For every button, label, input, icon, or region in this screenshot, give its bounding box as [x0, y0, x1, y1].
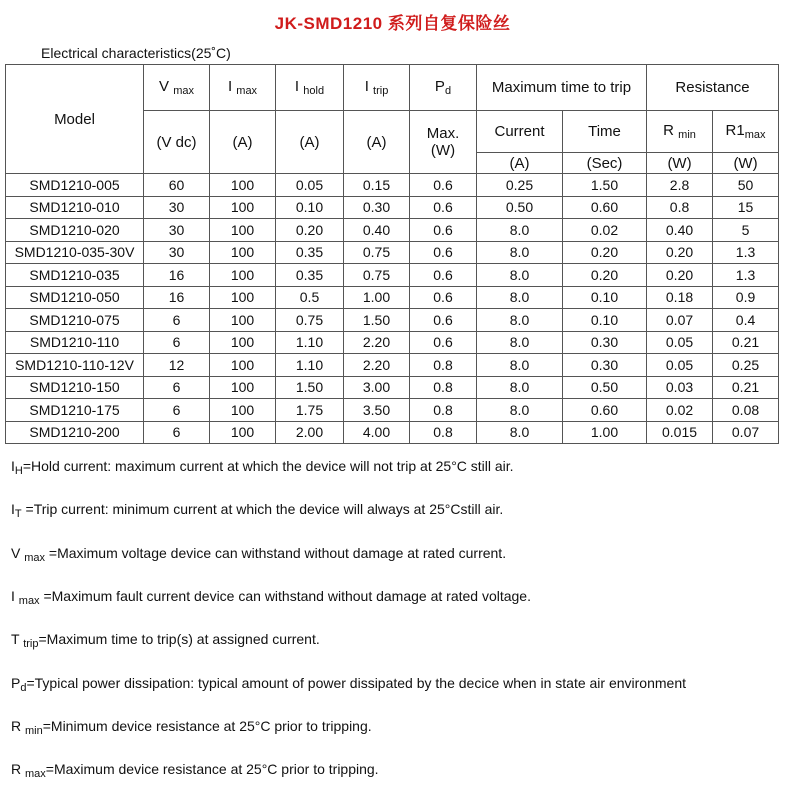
- value-cell: 6: [144, 376, 210, 399]
- unit-pd: Max. (W): [410, 111, 477, 174]
- value-cell: 0.6: [410, 264, 477, 287]
- value-cell: 30: [144, 241, 210, 264]
- value-cell: 0.6: [410, 241, 477, 264]
- table-row: [6, 196, 779, 219]
- value-cell: 0.02: [647, 399, 713, 422]
- value-cell: 0.8: [647, 196, 713, 219]
- value-cell: 4.00: [344, 421, 410, 444]
- table-row: [6, 241, 779, 264]
- definition-text: =Typical power dissipation: typical amount of power dissipated by the decice when in state air environment: [26, 675, 686, 691]
- value-cell: 1.3: [713, 264, 779, 287]
- value-cell: 0.20: [647, 241, 713, 264]
- value-cell: 2.8: [647, 174, 713, 197]
- value-cell: 0.05: [276, 174, 344, 197]
- header-vmax: V $_{max}$: [144, 65, 210, 111]
- value-cell: 0.25: [713, 354, 779, 377]
- header-r1max: $R1_{max}$: [713, 111, 779, 153]
- table-row: [6, 174, 779, 197]
- value-cell: 16: [144, 286, 210, 309]
- model-cell: SMD1210-110: [6, 331, 144, 354]
- definition-text: =Maximum voltage device can withstand without damage at rated current.: [45, 545, 507, 561]
- header-ihold: I $_{hold}$: [276, 65, 344, 111]
- definition-line: [11, 675, 686, 694]
- value-cell: 50: [713, 174, 779, 197]
- definition-subscript: max: [24, 552, 46, 564]
- value-cell: 0.18: [647, 286, 713, 309]
- value-cell: 100: [210, 196, 276, 219]
- value-cell: 8.0: [477, 309, 563, 332]
- value-cell: 100: [210, 286, 276, 309]
- value-cell: 6: [144, 421, 210, 444]
- value-cell: 0.20: [563, 264, 647, 287]
- model-cell: SMD1210-075: [6, 309, 144, 332]
- value-cell: 8.0: [477, 354, 563, 377]
- definition-line: [11, 631, 320, 650]
- value-cell: 30: [144, 219, 210, 242]
- value-cell: 100: [210, 174, 276, 197]
- value-cell: 6: [144, 331, 210, 354]
- value-cell: 0.4: [713, 309, 779, 332]
- value-cell: 0.8: [410, 354, 477, 377]
- value-cell: 15: [713, 196, 779, 219]
- value-cell: 0.25: [477, 174, 563, 197]
- definition-subscript: d: [20, 682, 27, 694]
- value-cell: 100: [210, 399, 276, 422]
- value-cell: 8.0: [477, 331, 563, 354]
- value-cell: 0.10: [563, 309, 647, 332]
- unit-ihold: (A): [276, 111, 344, 174]
- value-cell: 1.50: [563, 174, 647, 197]
- unit-imax: (A): [210, 111, 276, 174]
- value-cell: 0.5: [276, 286, 344, 309]
- model-cell: SMD1210-050: [6, 286, 144, 309]
- table-row: [6, 309, 779, 332]
- definition-line: [11, 761, 379, 780]
- value-cell: 0.35: [276, 241, 344, 264]
- table-row: [6, 286, 779, 309]
- header-row-1: [6, 65, 779, 111]
- value-cell: 0.35: [276, 264, 344, 287]
- unit-r1max: (W): [713, 153, 779, 174]
- value-cell: 0.6: [410, 219, 477, 242]
- model-cell: SMD1210-110-12V: [6, 354, 144, 377]
- value-cell: 0.50: [477, 196, 563, 219]
- value-cell: 0.60: [563, 399, 647, 422]
- definition-subscript: max: [18, 595, 40, 607]
- value-cell: 12: [144, 354, 210, 377]
- value-cell: 1.10: [276, 331, 344, 354]
- definition-symbol: I: [11, 458, 15, 474]
- table-row: [6, 264, 779, 287]
- model-cell: SMD1210-150: [6, 376, 144, 399]
- unit-itrip: (A): [344, 111, 410, 174]
- value-cell: 0.03: [647, 376, 713, 399]
- value-cell: 100: [210, 241, 276, 264]
- value-cell: 100: [210, 376, 276, 399]
- definition-subscript: H: [14, 465, 23, 477]
- value-cell: 0.8: [410, 421, 477, 444]
- definition-subscript: max: [25, 768, 46, 780]
- value-cell: 2.20: [344, 354, 410, 377]
- value-cell: 1.00: [563, 421, 647, 444]
- value-cell: 100: [210, 309, 276, 332]
- value-cell: 1.50: [276, 376, 344, 399]
- definition-line: [11, 458, 514, 477]
- model-cell: SMD1210-175: [6, 399, 144, 422]
- value-cell: 1.50: [344, 309, 410, 332]
- definition-symbol: I: [11, 501, 15, 517]
- value-cell: 0.10: [276, 196, 344, 219]
- value-cell: 0.9: [713, 286, 779, 309]
- model-cell: SMD1210-010: [6, 196, 144, 219]
- value-cell: 0.21: [713, 376, 779, 399]
- value-cell: 0.05: [647, 331, 713, 354]
- value-cell: 0.05: [647, 354, 713, 377]
- value-cell: 0.015: [647, 421, 713, 444]
- value-cell: 0.75: [344, 264, 410, 287]
- table-row: [6, 354, 779, 377]
- table-row: [6, 219, 779, 242]
- value-cell: 8.0: [477, 241, 563, 264]
- model-cell: SMD1210-035-30V: [6, 241, 144, 264]
- header-resistance: Resistance: [647, 65, 779, 111]
- definition-subscript: T: [14, 508, 22, 520]
- value-cell: 0.75: [276, 309, 344, 332]
- value-cell: 1.10: [276, 354, 344, 377]
- value-cell: 0.30: [563, 331, 647, 354]
- value-cell: 0.21: [713, 331, 779, 354]
- value-cell: 1.75: [276, 399, 344, 422]
- definition-text: =Hold current: maximum current at which the device will not trip at 25°C still air.: [22, 458, 514, 474]
- value-cell: 100: [210, 264, 276, 287]
- value-cell: 100: [210, 219, 276, 242]
- header-current: Current: [477, 111, 563, 153]
- title-cn: 系列自复保险丝: [387, 14, 511, 34]
- definition-symbol: T: [11, 631, 24, 647]
- value-cell: 0.20: [647, 264, 713, 287]
- value-cell: 5: [713, 219, 779, 242]
- value-cell: 0.10: [563, 286, 647, 309]
- value-cell: 60: [144, 174, 210, 197]
- value-cell: 0.30: [563, 354, 647, 377]
- value-cell: 16: [144, 264, 210, 287]
- value-cell: 0.6: [410, 196, 477, 219]
- definition-text: =Maximum fault current device can withstand without damage at rated voltage.: [39, 588, 531, 604]
- value-cell: 8.0: [477, 399, 563, 422]
- value-cell: 2.00: [276, 421, 344, 444]
- value-cell: 0.40: [647, 219, 713, 242]
- value-cell: 0.6: [410, 331, 477, 354]
- table-row: [6, 376, 779, 399]
- page-title: [0, 9, 785, 34]
- value-cell: 100: [210, 354, 276, 377]
- definition-line: [11, 588, 531, 607]
- definition-text: =Maximum time to trip(s) at assigned current.: [38, 631, 320, 647]
- title-code: JK-SMD1210: [274, 14, 388, 33]
- value-cell: 0.15: [344, 174, 410, 197]
- table-row: [6, 421, 779, 444]
- value-cell: 1.3: [713, 241, 779, 264]
- value-cell: 0.8: [410, 376, 477, 399]
- value-cell: 0.30: [344, 196, 410, 219]
- definition-line: [11, 545, 506, 564]
- value-cell: 30: [144, 196, 210, 219]
- model-cell: SMD1210-200: [6, 421, 144, 444]
- value-cell: 8.0: [477, 421, 563, 444]
- header-rmin: R $_{min}$: [647, 111, 713, 153]
- value-cell: 0.8: [410, 399, 477, 422]
- table-body: [6, 174, 779, 444]
- definition-symbol: V: [11, 545, 25, 561]
- value-cell: 0.6: [410, 286, 477, 309]
- definition-symbol: R: [11, 761, 25, 777]
- value-cell: 100: [210, 331, 276, 354]
- value-cell: 0.6: [410, 174, 477, 197]
- value-cell: 0.07: [647, 309, 713, 332]
- header-time: Time: [563, 111, 647, 153]
- header-max-time: Maximum time to trip: [477, 65, 647, 111]
- value-cell: 100: [210, 421, 276, 444]
- model-cell: SMD1210-020: [6, 219, 144, 242]
- definition-subscript: min: [25, 725, 43, 737]
- definition-text: =Maximum device resistance at 25°C prior to tripping.: [45, 761, 379, 777]
- header-imax: I $_{max}$: [210, 65, 276, 111]
- value-cell: 8.0: [477, 219, 563, 242]
- unit-current: (A): [477, 153, 563, 174]
- definition-symbol: P: [11, 675, 21, 691]
- value-cell: 0.50: [563, 376, 647, 399]
- value-cell: 0.07: [713, 421, 779, 444]
- value-cell: 0.40: [344, 219, 410, 242]
- model-cell: SMD1210-035: [6, 264, 144, 287]
- header-pd: $P_d$: [410, 65, 477, 111]
- definition-symbol: I: [11, 588, 19, 604]
- value-cell: 0.60: [563, 196, 647, 219]
- table-row: [6, 331, 779, 354]
- header-model: Model: [6, 65, 144, 174]
- value-cell: 6: [144, 309, 210, 332]
- value-cell: 0.75: [344, 241, 410, 264]
- value-cell: 3.00: [344, 376, 410, 399]
- value-cell: 0.20: [276, 219, 344, 242]
- value-cell: 6: [144, 399, 210, 422]
- value-cell: 0.6: [410, 309, 477, 332]
- value-cell: 0.08: [713, 399, 779, 422]
- value-cell: 1.00: [344, 286, 410, 309]
- definition-line: [11, 718, 372, 737]
- value-cell: 8.0: [477, 376, 563, 399]
- unit-rmin: (W): [647, 153, 713, 174]
- value-cell: 2.20: [344, 331, 410, 354]
- value-cell: 8.0: [477, 264, 563, 287]
- value-cell: 0.20: [563, 241, 647, 264]
- definition-line: [11, 501, 503, 520]
- unit-time: (Sec): [563, 153, 647, 174]
- value-cell: 8.0: [477, 286, 563, 309]
- value-cell: 0.02: [563, 219, 647, 242]
- section-label: Electrical characteristics(25˚C): [41, 45, 231, 61]
- header-itrip: I $_{trip}$: [344, 65, 410, 111]
- spec-table: [5, 64, 779, 444]
- definition-symbol: R: [11, 718, 25, 734]
- unit-vmax: (V dc): [144, 111, 210, 174]
- definition-text: =Minimum device resistance at 25°C prior to tripping.: [42, 718, 372, 734]
- definition-text: =Trip current: minimum current at which the device will always at 25°Cstill air.: [21, 501, 504, 517]
- model-cell: SMD1210-005: [6, 174, 144, 197]
- table-row: [6, 399, 779, 422]
- value-cell: 3.50: [344, 399, 410, 422]
- definition-subscript: trip: [23, 638, 39, 650]
